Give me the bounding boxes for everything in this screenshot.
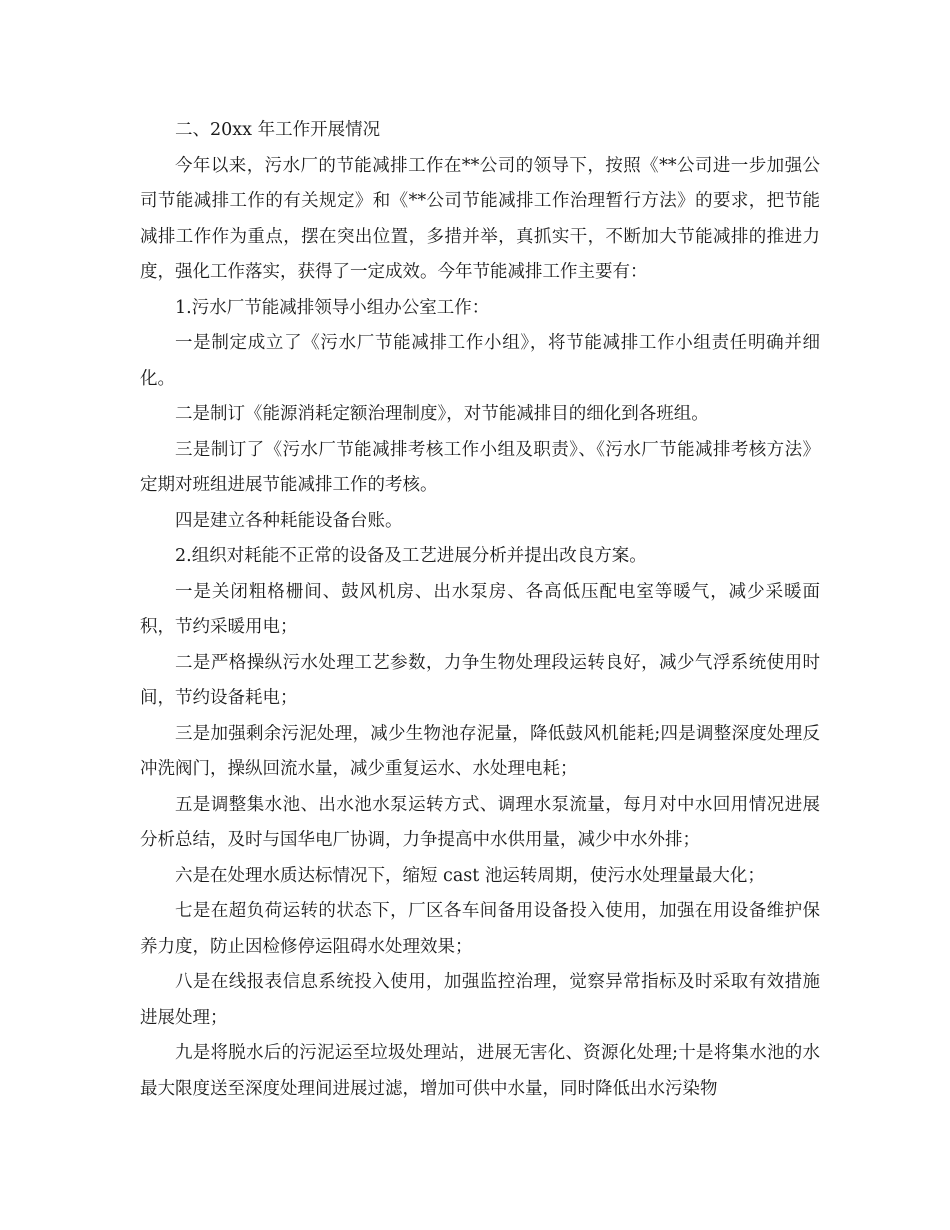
subsection-heading-1: 1.污水厂节能减排领导小组办公室工作：	[175, 297, 490, 318]
list-item: 三是加强剩余污泥处理，减少生物池存泥量，降低鼓风机能耗;四是调整深度处理反冲洗阀门，操纵回流水量，减少重复运水、水处理电耗；	[140, 723, 820, 779]
section-heading: 二、20xx 年工作开展情况	[175, 120, 381, 140]
list-item: 八是在线报表信息系统投入使用，加强监控治理，觉察异常指标及时采取有效措施进展处理；	[140, 972, 820, 1028]
list-item: 二是制订《能源消耗定额治理制度》，对节能减排目的细化到各班组。	[175, 404, 709, 424]
subsection-heading-2: 2.组织对耗能不正常的设备及工艺进展分析并提出改良方案。	[175, 546, 647, 566]
list-item: 九是将脱水后的污泥运至垃圾处理站，进展无害化、资源化处理;十是将集水池的水最大限度送至深度处理间进展过滤，增加可供中水量，同时降低出水污染物	[140, 1043, 820, 1099]
document-body	[140, 113, 820, 1107]
list-item: 六是在处理水质达标情况下，缩短 cast 池运转周期，使污水处理量最大化；	[175, 865, 765, 886]
list-item: 二是严格操纵污水处理工艺参数，力争生物处理段运转良好，减少气浮系统使用时间，节约设备耗电；	[140, 652, 820, 708]
intro-paragraph: 今年以来，污水厂的节能减排工作在**公司的领导下，按照《**公司进一步加强公司节能减排工作的有关规定》和《**公司节能减排工作治理暂行方法》的要求，把节能减排工作作为重点，摆在突出位置，多措并举，真抓实干，不断加大节能减排的推进力度，强化工作落实，获得了一定成效。今年节能减排工作主要有：	[140, 155, 820, 282]
list-item: 一是关闭粗格栅间、鼓风机房、出水泵房、各高低压配电室等暖气，减少采暖面积，节约采暖用电；	[140, 581, 820, 637]
list-item: 三是制订了《污水厂节能减排考核工作小组及职责》、《污水厂节能减排考核方法》定期对班组进展节能减排工作的考核。	[140, 439, 820, 495]
list-item: 七是在超负荷运转的状态下，厂区各车间备用设备投入使用，加强在用设备维护保养力度，防止因检修停运阻碍水处理效果；	[140, 901, 820, 957]
list-item: 五是调整集水池、出水池水泵运转方式、调理水泵流量，每月对中水回用情况进展分析总结，及时与国华电厂协调，力争提高中水供用量，减少中水外排；	[140, 794, 820, 850]
list-item: 四是建立各种耗能设备台账。	[175, 510, 403, 531]
list-item: 一是制定成立了《污水厂节能减排工作小组》，将节能减排工作小组责任明确并细化。	[140, 333, 820, 389]
